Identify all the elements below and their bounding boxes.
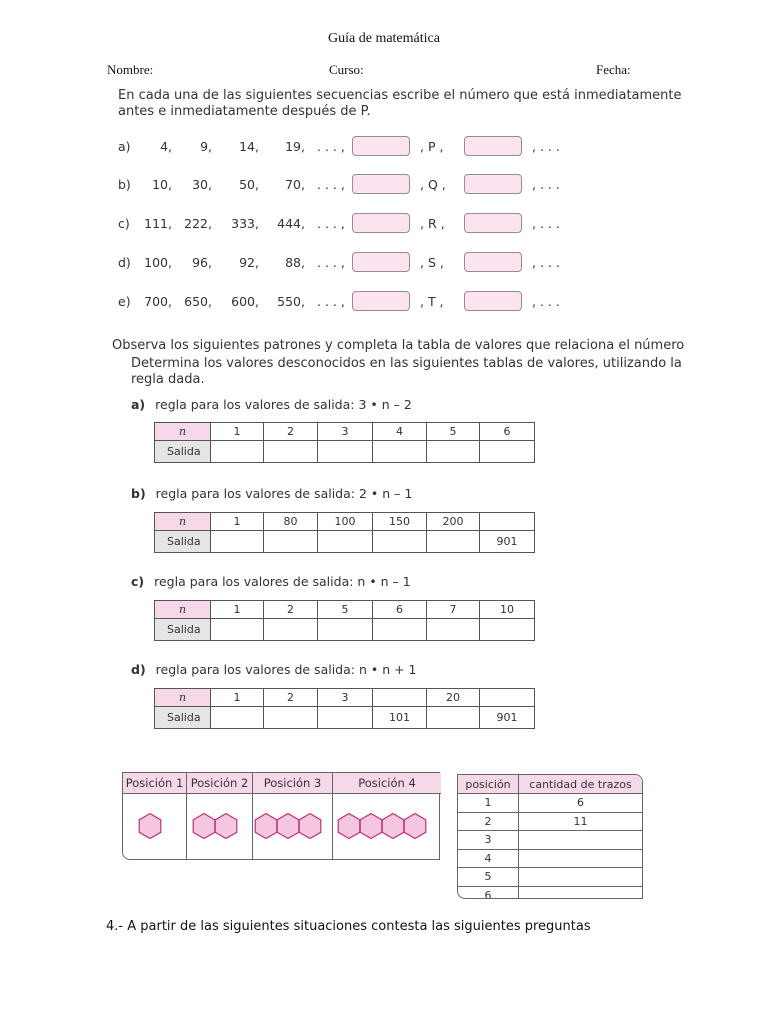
n-header: n xyxy=(155,423,211,441)
sequence-letter: , S , xyxy=(420,255,444,270)
sequence-number: 9, xyxy=(200,139,212,154)
pattern-position xyxy=(253,773,333,859)
salida-header: Salida xyxy=(155,441,211,463)
hexagon-shape xyxy=(139,814,161,839)
rule-formula: 2 • n – 1 xyxy=(358,486,413,501)
count-row xyxy=(458,849,642,868)
value-table xyxy=(154,422,535,463)
stroke-count-table xyxy=(458,775,642,899)
n-value-cell: 3 xyxy=(318,689,373,707)
salida-value-cell[interactable] xyxy=(373,619,427,641)
salida-value-cell[interactable] xyxy=(211,707,264,729)
n-value-cell: 5 xyxy=(318,601,373,619)
sequence-row xyxy=(118,252,598,276)
position-cell: 5 xyxy=(458,868,519,887)
sequence-tail: , . . . xyxy=(532,294,560,309)
n-value-cell: 4 xyxy=(373,423,427,441)
n-header: n xyxy=(155,689,211,707)
salida-value-cell[interactable] xyxy=(264,441,318,463)
rule-text: regla para los valores de salida: xyxy=(154,574,354,589)
sequence-number: 111, xyxy=(144,216,172,231)
strokes-cell[interactable] xyxy=(519,831,643,850)
hexagon-pattern-figure xyxy=(122,772,440,860)
position-header: Posición 3 xyxy=(253,773,332,794)
n-value-cell: 1 xyxy=(211,689,264,707)
salida-value-cell: 101 xyxy=(373,707,427,729)
table-label: d) xyxy=(131,662,146,677)
rule-formula: n • n + 1 xyxy=(358,662,417,677)
hexagons-svg xyxy=(192,813,248,839)
sequence-number: 92, xyxy=(239,255,259,270)
hexagon-shape xyxy=(215,814,237,839)
rule-text: regla para los valores de salida: xyxy=(155,662,355,677)
position-header: Posición 2 xyxy=(187,773,252,794)
n-value-cell: 1 xyxy=(211,601,264,619)
sequence-number: 700, xyxy=(144,294,172,309)
salida-value-cell[interactable] xyxy=(480,441,535,463)
n-value-cell: 7 xyxy=(427,601,480,619)
answer-box-after[interactable] xyxy=(464,213,522,233)
salida-value-cell[interactable] xyxy=(264,707,318,729)
n-value-cell: 2 xyxy=(264,601,318,619)
hexagons-svg xyxy=(337,813,437,839)
table-row-n xyxy=(155,513,535,531)
instruction-line: En cada una de las siguientes secuencias escribe el número que está inmediatamente xyxy=(118,88,682,103)
answer-box-before[interactable] xyxy=(352,252,410,272)
rule-formula: n • n – 1 xyxy=(357,574,411,589)
hexagon-group xyxy=(123,813,186,844)
count-header-row xyxy=(458,775,642,794)
sequence-number: 14, xyxy=(239,139,259,154)
table-row-n xyxy=(155,689,535,707)
instruction-line: Determina los valores desconocidos en las siguientes tablas de valores, utilizando la xyxy=(131,356,682,371)
hexagon-group xyxy=(253,813,332,844)
hexagon-group xyxy=(187,813,252,844)
n-value-cell: 5 xyxy=(427,423,480,441)
hexagon-shape xyxy=(255,814,277,839)
instruction-line: antes e inmediatamente después de P. xyxy=(118,104,371,119)
n-value-cell: 3 xyxy=(318,423,373,441)
sequence-label: b) xyxy=(118,177,131,192)
sequence-label: c) xyxy=(118,216,130,231)
sequence-label: d) xyxy=(118,255,131,270)
strokes-cell: 6 xyxy=(519,794,643,813)
sequence-tail: , . . . xyxy=(532,216,560,231)
sequence-number: 10, xyxy=(152,177,172,192)
salida-value-cell[interactable] xyxy=(264,531,318,553)
sequence-number: 4, xyxy=(160,139,172,154)
sequence-ellipsis: . . . , xyxy=(317,177,345,192)
count-header-cell: posición xyxy=(458,775,519,794)
answer-box-after[interactable] xyxy=(464,174,522,194)
position-cell: 6 xyxy=(458,886,519,899)
salida-value-cell: 901 xyxy=(480,531,535,553)
sequence-number: 100, xyxy=(144,255,172,270)
hexagons-svg xyxy=(254,813,332,839)
table-rule xyxy=(131,397,412,412)
table-row-salida xyxy=(155,619,535,641)
count-row xyxy=(458,868,642,887)
salida-value-cell[interactable] xyxy=(318,531,373,553)
answer-box-before[interactable] xyxy=(352,291,410,311)
hexagon-group xyxy=(333,813,441,844)
n-value-cell: 10 xyxy=(480,601,535,619)
n-value-cell[interactable] xyxy=(480,689,535,707)
pattern-position xyxy=(187,773,253,859)
table-row-salida xyxy=(155,707,535,729)
strokes-cell[interactable] xyxy=(519,886,643,899)
sequence-letter: , R , xyxy=(420,216,445,231)
sequence-row xyxy=(118,174,598,198)
answer-box-after[interactable] xyxy=(464,252,522,272)
table-label: c) xyxy=(131,574,145,589)
salida-value-cell[interactable] xyxy=(264,619,318,641)
sequence-tail: , . . . xyxy=(532,177,560,192)
sequence-number: 19, xyxy=(285,139,305,154)
salida-value-cell[interactable] xyxy=(211,619,264,641)
table-rule xyxy=(131,486,412,501)
table-rule xyxy=(131,574,411,589)
salida-value-cell[interactable] xyxy=(427,441,480,463)
rule-text: regla para los valores de salida: xyxy=(155,486,355,501)
count-header-cell: cantidad de trazos xyxy=(519,775,643,794)
sequence-number: 444, xyxy=(277,216,305,231)
strokes-cell: 11 xyxy=(519,812,643,831)
sequence-number: 550, xyxy=(277,294,305,309)
answer-box-after[interactable] xyxy=(464,136,522,156)
salida-value-cell[interactable] xyxy=(427,619,480,641)
n-value-cell: 6 xyxy=(480,423,535,441)
salida-value-cell[interactable] xyxy=(211,531,264,553)
table-row-salida xyxy=(155,531,535,553)
pattern-position xyxy=(333,773,441,859)
sequence-number: 70, xyxy=(285,177,305,192)
salida-value-cell[interactable] xyxy=(318,441,373,463)
date-label: Fecha: xyxy=(596,62,631,77)
section2-instructions xyxy=(131,356,682,388)
salida-value-cell[interactable] xyxy=(211,441,264,463)
question-4: 4.- A partir de las siguientes situaciones contesta las siguientes preguntas xyxy=(106,919,591,934)
course-label: Curso: xyxy=(329,62,364,77)
n-value-cell: 2 xyxy=(264,689,318,707)
sequence-row xyxy=(118,291,598,315)
n-value-cell: 2 xyxy=(264,423,318,441)
n-value-cell: 6 xyxy=(373,601,427,619)
salida-header: Salida xyxy=(155,707,211,729)
answer-box-after[interactable] xyxy=(464,291,522,311)
hexagon-shape xyxy=(338,814,360,839)
sequence-number: 96, xyxy=(192,255,212,270)
position-cell: 3 xyxy=(458,831,519,850)
hexagon-shape xyxy=(277,814,299,839)
n-value-cell: 80 xyxy=(264,513,318,531)
sequence-number: 650, xyxy=(184,294,212,309)
sequence-row xyxy=(118,136,598,160)
sequence-number: 88, xyxy=(285,255,305,270)
sequence-label: a) xyxy=(118,139,131,154)
name-label: Nombre: xyxy=(107,62,154,77)
hexagon-shape xyxy=(360,814,382,839)
n-header: n xyxy=(155,513,211,531)
sequence-row xyxy=(118,213,598,237)
sequence-ellipsis: . . . , xyxy=(317,255,345,270)
table-row-salida xyxy=(155,441,535,463)
sequence-ellipsis: . . . , xyxy=(317,216,345,231)
position-header: Posición 4 xyxy=(333,773,441,794)
n-value-cell[interactable] xyxy=(373,689,427,707)
position-header: Posición 1 xyxy=(123,773,186,794)
table-rule xyxy=(131,662,417,677)
table-row-n xyxy=(155,601,535,619)
n-value-cell[interactable] xyxy=(480,513,535,531)
hexagon-shape xyxy=(382,814,404,839)
salida-value-cell[interactable] xyxy=(318,707,373,729)
stroke-count-table-frame xyxy=(457,774,643,899)
salida-value-cell[interactable] xyxy=(427,531,480,553)
pattern-position xyxy=(123,773,187,859)
strokes-cell[interactable] xyxy=(519,868,643,887)
n-value-cell: 150 xyxy=(373,513,427,531)
document-title: Guía de matemática xyxy=(328,31,440,46)
sequence-ellipsis: . . . , xyxy=(317,294,345,309)
rule-text: regla para los valores de salida: xyxy=(155,397,355,412)
sequence-ellipsis: . . . , xyxy=(317,139,345,154)
strokes-cell[interactable] xyxy=(519,849,643,868)
sequence-number: 50, xyxy=(239,177,259,192)
table-row-n xyxy=(155,423,535,441)
table-label: a) xyxy=(131,397,146,412)
value-table xyxy=(154,688,535,729)
count-row xyxy=(458,794,642,813)
value-table xyxy=(154,600,535,641)
sequence-label: e) xyxy=(118,294,131,309)
count-row xyxy=(458,831,642,850)
n-value-cell: 1 xyxy=(211,423,264,441)
sequence-number: 333, xyxy=(231,216,259,231)
sequence-number: 600, xyxy=(231,294,259,309)
n-value-cell: 100 xyxy=(318,513,373,531)
hexagon-shape xyxy=(299,814,321,839)
answer-box-before[interactable] xyxy=(352,174,410,194)
sequence-number: 30, xyxy=(192,177,212,192)
salida-value-cell: 901 xyxy=(480,707,535,729)
section2-intro: Observa los siguientes patrones y completa la tabla de valores que relaciona el número xyxy=(112,338,685,353)
salida-value-cell[interactable] xyxy=(318,619,373,641)
sequence-tail: , . . . xyxy=(532,139,560,154)
position-cell: 1 xyxy=(458,794,519,813)
hexagons-svg xyxy=(138,813,172,839)
sequence-letter: , T , xyxy=(420,294,444,309)
value-table xyxy=(154,512,535,553)
answer-box-before[interactable] xyxy=(352,213,410,233)
sequence-letter: , P , xyxy=(420,139,444,154)
table-label: b) xyxy=(131,486,146,501)
count-row xyxy=(458,812,642,831)
sequence-number: 222, xyxy=(184,216,212,231)
salida-header: Salida xyxy=(155,531,211,553)
sequence-letter: , Q , xyxy=(420,177,446,192)
position-cell: 2 xyxy=(458,812,519,831)
salida-value-cell[interactable] xyxy=(373,441,427,463)
rule-formula: 3 • n – 2 xyxy=(358,397,412,412)
salida-value-cell[interactable] xyxy=(373,531,427,553)
n-value-cell: 200 xyxy=(427,513,480,531)
salida-header: Salida xyxy=(155,619,211,641)
n-header: n xyxy=(155,601,211,619)
hexagon-shape xyxy=(193,814,215,839)
count-row xyxy=(458,886,642,899)
answer-box-before[interactable] xyxy=(352,136,410,156)
salida-value-cell[interactable] xyxy=(427,707,480,729)
position-cell: 4 xyxy=(458,849,519,868)
sequence-tail: , . . . xyxy=(532,255,560,270)
section1-instructions xyxy=(118,88,682,120)
hexagon-shape xyxy=(404,814,426,839)
n-value-cell: 20 xyxy=(427,689,480,707)
n-value-cell: 1 xyxy=(211,513,264,531)
salida-value-cell[interactable] xyxy=(480,619,535,641)
instruction-line: regla dada. xyxy=(131,372,205,387)
